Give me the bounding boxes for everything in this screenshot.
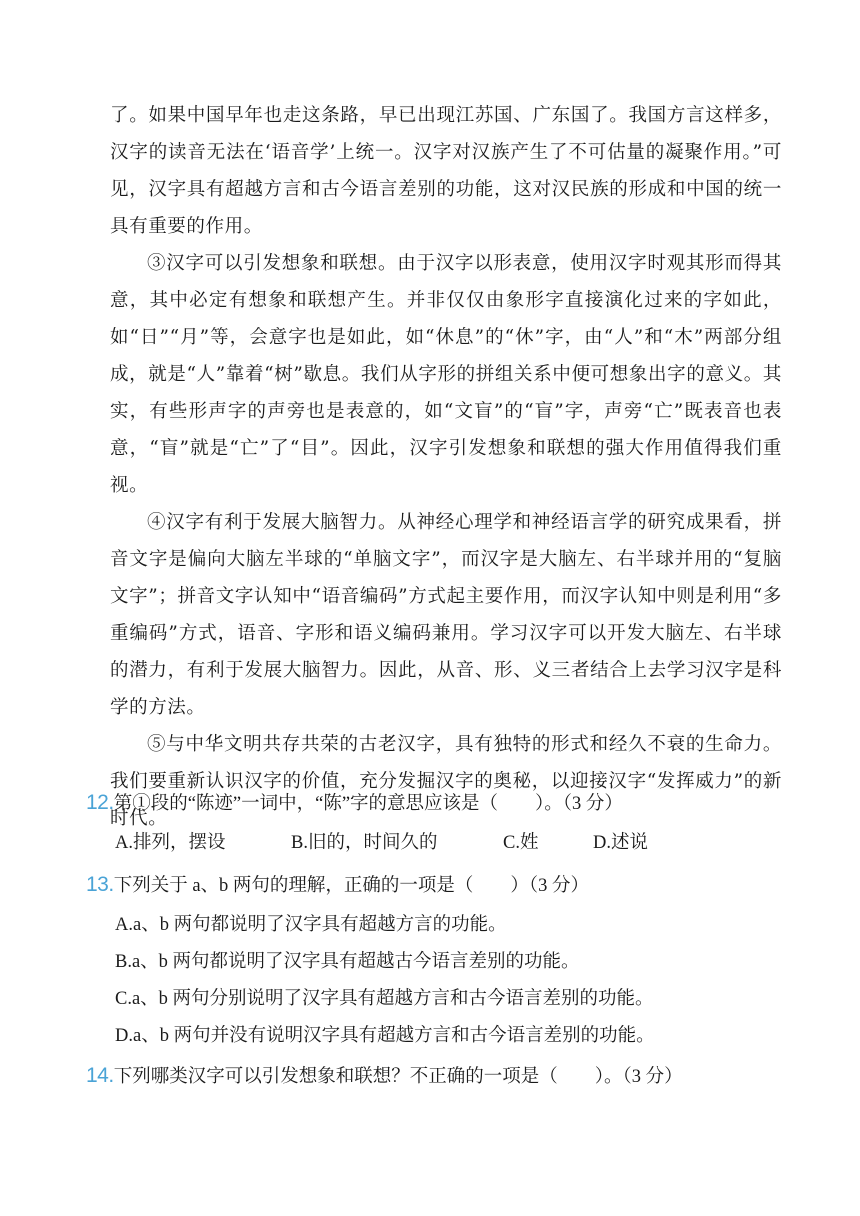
- question-12: [86, 788, 806, 819]
- option-c[interactable]: C.a、b 两句分别说明了汉字具有超越方言和古今语言差别的功能。: [115, 989, 654, 1009]
- reading-passage: [110, 97, 782, 837]
- question-12-options: [115, 828, 795, 858]
- option-d[interactable]: D.a、b 两句并没有说明汉字具有超越方言和古今语言差别的功能。: [115, 1026, 655, 1046]
- option-c[interactable]: C.姓: [503, 833, 539, 853]
- question-stem: 第①段的“陈迹”一词中，“陈”字的意思应该是（ ）。（3 分）: [113, 794, 623, 814]
- question-number: 14.: [86, 1064, 114, 1087]
- question-number: 13.: [86, 873, 114, 896]
- option-d[interactable]: D.述说: [593, 833, 648, 853]
- passage-paragraph-3: ③汉字可以引发想象和联想。由于汉字以形表意，使用汉字时观其形而得其意，其中必定有想象和联想产生。并非仅仅由象形字直接演化过来的字如此，如“日”“月”等，会意字也是如此，如“休息”的“休”字，由“人”和“木”两部分组成，就是“人”靠着“树”歇息。我们从字形的拼组关系中便可想象出字的意义。其实，有些形声字的声旁也是表意的，如“文盲”的“盲”字，声旁“亡”既表音也表意，“盲”就是“亡”了“目”。因此，汉字引发想象和联想的强大作用值得我们重视。: [110, 253, 782, 496]
- passage-paragraph-5: ⑤与中华文明共存共荣的古老汉字，具有独特的形式和经久不衰的生命力。我们要重新认识汉字的价值，充分发掘汉字的奥秘，以迎接汉字“发挥威力”的新时代。: [110, 734, 782, 829]
- passage-paragraph-4: ④汉字有利于发展大脑智力。从神经心理学和神经语言学的研究成果看，拼音文字是偏向大脑左半球的“单脑文字”，而汉字是大脑左、右半球并用的“复脑文字”；拼音文字认知中“语音编码”方式起主要作用，而汉字认知中则是利用“多重编码”方式，语音、字形和语义编码兼用。学习汉字可以开发大脑左、右半球的潜力，有利于发展大脑智力。因此，从音、形、义三者结合上去学习汉字是科学的方法。: [110, 512, 782, 718]
- question-stem: 下列关于 a、b 两句的理解，正确的一项是（ ）（3 分）: [113, 876, 590, 896]
- option-a[interactable]: A.排列，摆设: [115, 833, 226, 853]
- option-a[interactable]: A.a、b 两句都说明了汉字具有超越方言的功能。: [115, 915, 507, 935]
- question-stem: 下列哪类汉字可以引发想象和联想？不正确的一项是（ ）。（3 分）: [113, 1067, 683, 1087]
- option-b[interactable]: B.旧的，时间久的: [291, 833, 438, 853]
- passage-paragraph-1: 了。如果中国早年也走这条路，早已出现江苏国、广东国了。我国方言这样多，汉字的读音无法在‘语音学’上统一。汉字对汉族产生了不可估量的凝聚作用。”可见，汉字具有超越方言和古今语言差别的功能，这对汉民族的形成和中国的统一具有重要的作用。: [110, 105, 782, 237]
- question-number: 12.: [86, 791, 114, 814]
- option-b[interactable]: B.a、b 两句都说明了汉字具有超越古今语言差别的功能。: [115, 952, 580, 972]
- question-14: [86, 1061, 806, 1092]
- question-13: [86, 870, 806, 901]
